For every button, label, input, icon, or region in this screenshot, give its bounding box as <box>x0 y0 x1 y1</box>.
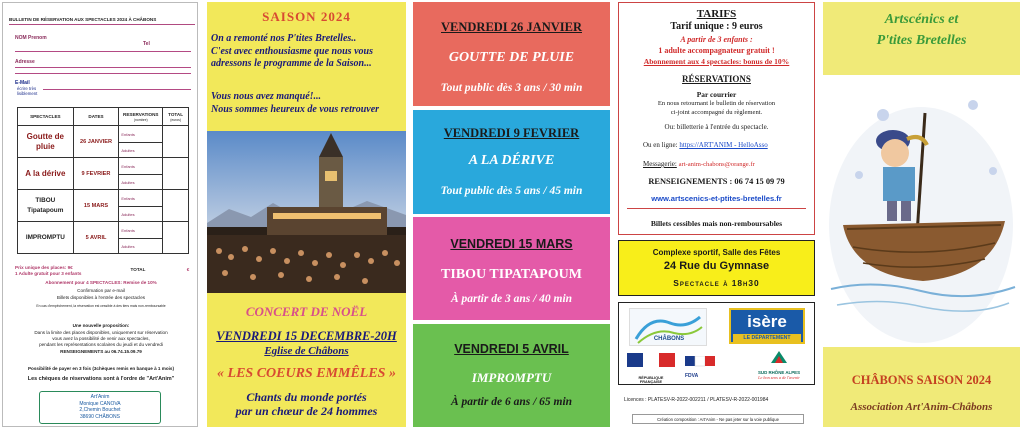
show-title: IMPROMPTU <box>471 370 552 385</box>
cheques-text: Les chèques de réservations sont à l'ordre de "Art'Anim" <box>27 376 175 382</box>
venue-address: 24 Rue du Gymnase <box>663 260 770 272</box>
tarif-accompagnateur: 1 adulte accompagnateur gratuit ! <box>658 46 775 55</box>
form-renseignements: RENSEIGNEMENTS au 06.74.15.09.79 <box>60 349 142 354</box>
show-title: GOUTTE DE PLUIE <box>448 50 575 65</box>
cover-panel <box>823 2 1020 427</box>
adresse-line-2 <box>15 73 191 74</box>
gratuit-text: 1 Adulte gratuit pour 3 enfants <box>15 271 82 276</box>
show-audience: À partir de 3 ans / 40 min <box>450 293 573 305</box>
venue-time: Spectacle à 18h30 <box>673 278 760 288</box>
church-concert-photo <box>207 131 406 293</box>
cover-title-1: Artscénics et <box>884 12 959 27</box>
show-date: VENDREDI 9 FEVRIER <box>443 126 580 140</box>
email-link[interactable]: art-anim-chabons@orange.fr <box>678 161 755 168</box>
nouvelle-line-2: vous avez la possibilité de venir aux spectacles, <box>52 336 150 341</box>
row-show: A la dérive <box>18 158 74 190</box>
tarifs-panel <box>618 2 815 235</box>
show-audience: Tout public dès 3 ans / 30 min <box>440 82 583 94</box>
chabons-logo: CHÂBONS <box>629 308 707 346</box>
concert-title: CONCERT DE NOËL <box>245 304 368 319</box>
credit-agricole-logo: SUD RHÔNE ALPES Le bon sens a de l'avenir <box>747 349 811 383</box>
en-ligne: Ou en ligne: https://ART'ANIM - HelloAsso <box>643 141 768 149</box>
email-hint-2: lisiblement <box>17 91 38 96</box>
confirmation-text: Confirmation par e-mail <box>77 288 125 293</box>
concert-date: VENDREDI 15 DECEMBRE-20H <box>216 329 397 343</box>
intro-text: On a remonté nos P'tites Bretelles.. C'est avec enthousiasme que nous vous adressons le programme de la Saison... <box>211 33 373 70</box>
fdva-logo: FDVA <box>685 355 729 381</box>
divider <box>627 208 806 209</box>
courrier-line-2: ci-joint accompagné du règlement. <box>670 109 763 116</box>
tarif-unique: Tarif unique : 9 euros <box>670 21 763 32</box>
adresse-line <box>15 67 191 68</box>
header-spectacles: SPECTACLES <box>18 108 74 126</box>
row-total[interactable] <box>163 190 189 222</box>
row-date: 9 FEVRIER <box>73 158 119 190</box>
republique-francaise-logo: RÉPUBLIQUE FRANÇAISE <box>627 353 675 383</box>
billetterie-text: Ou: billetterie à l'entrée du spectacle. <box>664 123 769 131</box>
row-reservations[interactable]: Enfants Adultes <box>119 126 163 158</box>
email-label: E-Mail <box>15 80 30 86</box>
cover-title-2: P'tites Bretelles <box>876 33 967 48</box>
email-line <box>43 89 191 90</box>
table-row <box>18 222 189 254</box>
prix-unique: Prix unique des places: 9€ <box>15 265 73 270</box>
website-link[interactable]: www.artscenics-et-ptites-bretelles.fr <box>651 194 782 203</box>
saison-title: SAISON 2024 <box>262 9 351 24</box>
table-row <box>18 190 189 222</box>
row-total[interactable] <box>163 222 189 254</box>
show-title: TIBOU TIPATAPOUM <box>441 267 582 282</box>
adresse-label: Adresse <box>15 59 35 65</box>
show-block <box>413 110 610 214</box>
row-show: Goutte de pluie <box>18 126 74 158</box>
row-reservations[interactable]: Enfants Adultes <box>119 222 163 254</box>
row-date: 5 AVRIL <box>73 222 119 254</box>
address-box <box>39 391 161 424</box>
possibilite-text: Possibilité de payer en 3 fois (3chèques remis en banque à 1 mois) <box>27 366 175 371</box>
header-dates: DATES <box>73 108 119 126</box>
helloasso-link[interactable]: https://ART'ANIM - HelloAsso <box>679 141 768 149</box>
show-block <box>413 324 610 427</box>
abonnement-text: Abonnement pour 4 SPECTACLES: Remise de 10% <box>45 280 157 285</box>
tarifs-title: TARIFS <box>696 8 737 20</box>
footer-panel <box>618 390 815 426</box>
table-row <box>18 158 189 190</box>
row-reservations[interactable]: Enfants Adultes <box>119 158 163 190</box>
nouvelle-line-3: pendant les représentations scolaires du jeudi et du vendredi <box>39 342 163 347</box>
tel-label: Tel <box>143 41 150 47</box>
show-date: VENDREDI 26 JANVIER <box>441 20 582 34</box>
licences-text: Licences : PLATESV-R-2022-002211 / PLATESV-R-2022-001984 <box>624 397 769 403</box>
child-in-boat-illustration <box>823 75 1020 347</box>
row-date: 15 MARS <box>73 190 119 222</box>
cover-saison: CHÂBONS SAISON 2024 <box>851 373 992 387</box>
total-euro: € <box>186 267 190 272</box>
table-row <box>18 126 189 158</box>
row-show: IMPROMPTU <box>18 222 74 254</box>
nouvelle-line-1: Dans la limite des places disponibles, uniquement sur réservation <box>34 330 168 335</box>
tarif-abonnement: Abonnement aux 4 spectacles: bonus de 10% <box>643 57 790 66</box>
addr-line: 38690 CHÂBONS <box>79 413 121 420</box>
nom-label: NOM Prenom <box>15 35 47 41</box>
renseignements-phone: RENSEIGNEMENTS : 06 74 15 09 79 <box>648 177 785 186</box>
show-block <box>413 217 610 320</box>
row-total[interactable] <box>163 126 189 158</box>
courrier-line-1: En nous retournant le bulletin de réservation <box>657 100 776 107</box>
row-reservations[interactable]: Enfants Adultes <box>119 190 163 222</box>
tarif-enfants: A partir de 3 enfants : <box>680 35 753 44</box>
header-total: TOTAL (euros) <box>163 108 189 126</box>
creation-text: Création composition : Art'Anim - Ne pas jeter sur la voie publique <box>632 414 804 424</box>
reservations-title: RÉSERVATIONS <box>682 74 751 84</box>
form-title: BULLETIN DE RÉSERVATION AUX SPECTACLES 2024 À CHÂBONS <box>9 17 195 25</box>
total-label: TOTAL <box>130 267 146 272</box>
addr-line: Monique CANOVA <box>79 400 121 407</box>
venue-line-1: Complexe sportif, Salle des Fêtes <box>652 248 781 257</box>
cover-association: Association Art'Anim-Châbons <box>850 401 993 413</box>
email-hint-1: écrire très <box>17 86 37 91</box>
concert-description: Chants du monde portés par un chœur de 24 hommes <box>235 390 378 418</box>
concert-name: « LES COEURS EMMÊLES » <box>217 366 396 381</box>
venue-panel <box>618 240 815 296</box>
reservation-table <box>17 107 189 254</box>
show-audience: Tout public dès 5 ans / 45 min <box>440 185 583 197</box>
cessibles-text: Billets cessibles mais non-remboursables <box>650 219 783 228</box>
intro-panel <box>207 2 406 427</box>
sponsors-panel <box>618 302 815 385</box>
show-title: A LA DÉRIVE <box>468 153 555 168</box>
show-audience: À partir de 6 ans / 65 min <box>450 396 573 408</box>
show-block <box>413 2 610 106</box>
header-reservations: RESERVATIONS (nombre) <box>119 108 163 126</box>
row-date: 26 JANVIER <box>73 126 119 158</box>
intro-text-2: Vous nous avez manqué!... Nous sommes heureux de vous retrouver <box>211 91 380 115</box>
row-show: TIBOU Tipatapoum <box>18 190 74 222</box>
addr-line: Art'Anim <box>90 394 110 400</box>
par-courrier: Par courrier <box>696 90 737 99</box>
addr-line: 2,Chemin Bouchet <box>79 407 121 413</box>
nom-line <box>15 51 191 52</box>
show-date: VENDREDI 15 MARS <box>450 237 573 251</box>
note-small: En cas d'empêchement, la réservation est cessible à des tiers mais non-remboursable <box>36 304 166 308</box>
nouvelle-title: Une nouvelle proposition: <box>72 323 130 328</box>
isere-logo: isère LE DÉPARTEMENT <box>729 308 805 344</box>
billets-text: Billets disponibles à l'entrée des spectacles <box>56 295 146 300</box>
messagerie: Messagerie: art-anim-chabons@orange.fr <box>643 160 755 168</box>
row-total[interactable] <box>163 158 189 190</box>
reservation-form-panel <box>2 2 198 427</box>
concert-location: Eglise de Châbons <box>264 345 349 357</box>
show-date: VENDREDI 5 AVRIL <box>454 342 569 356</box>
